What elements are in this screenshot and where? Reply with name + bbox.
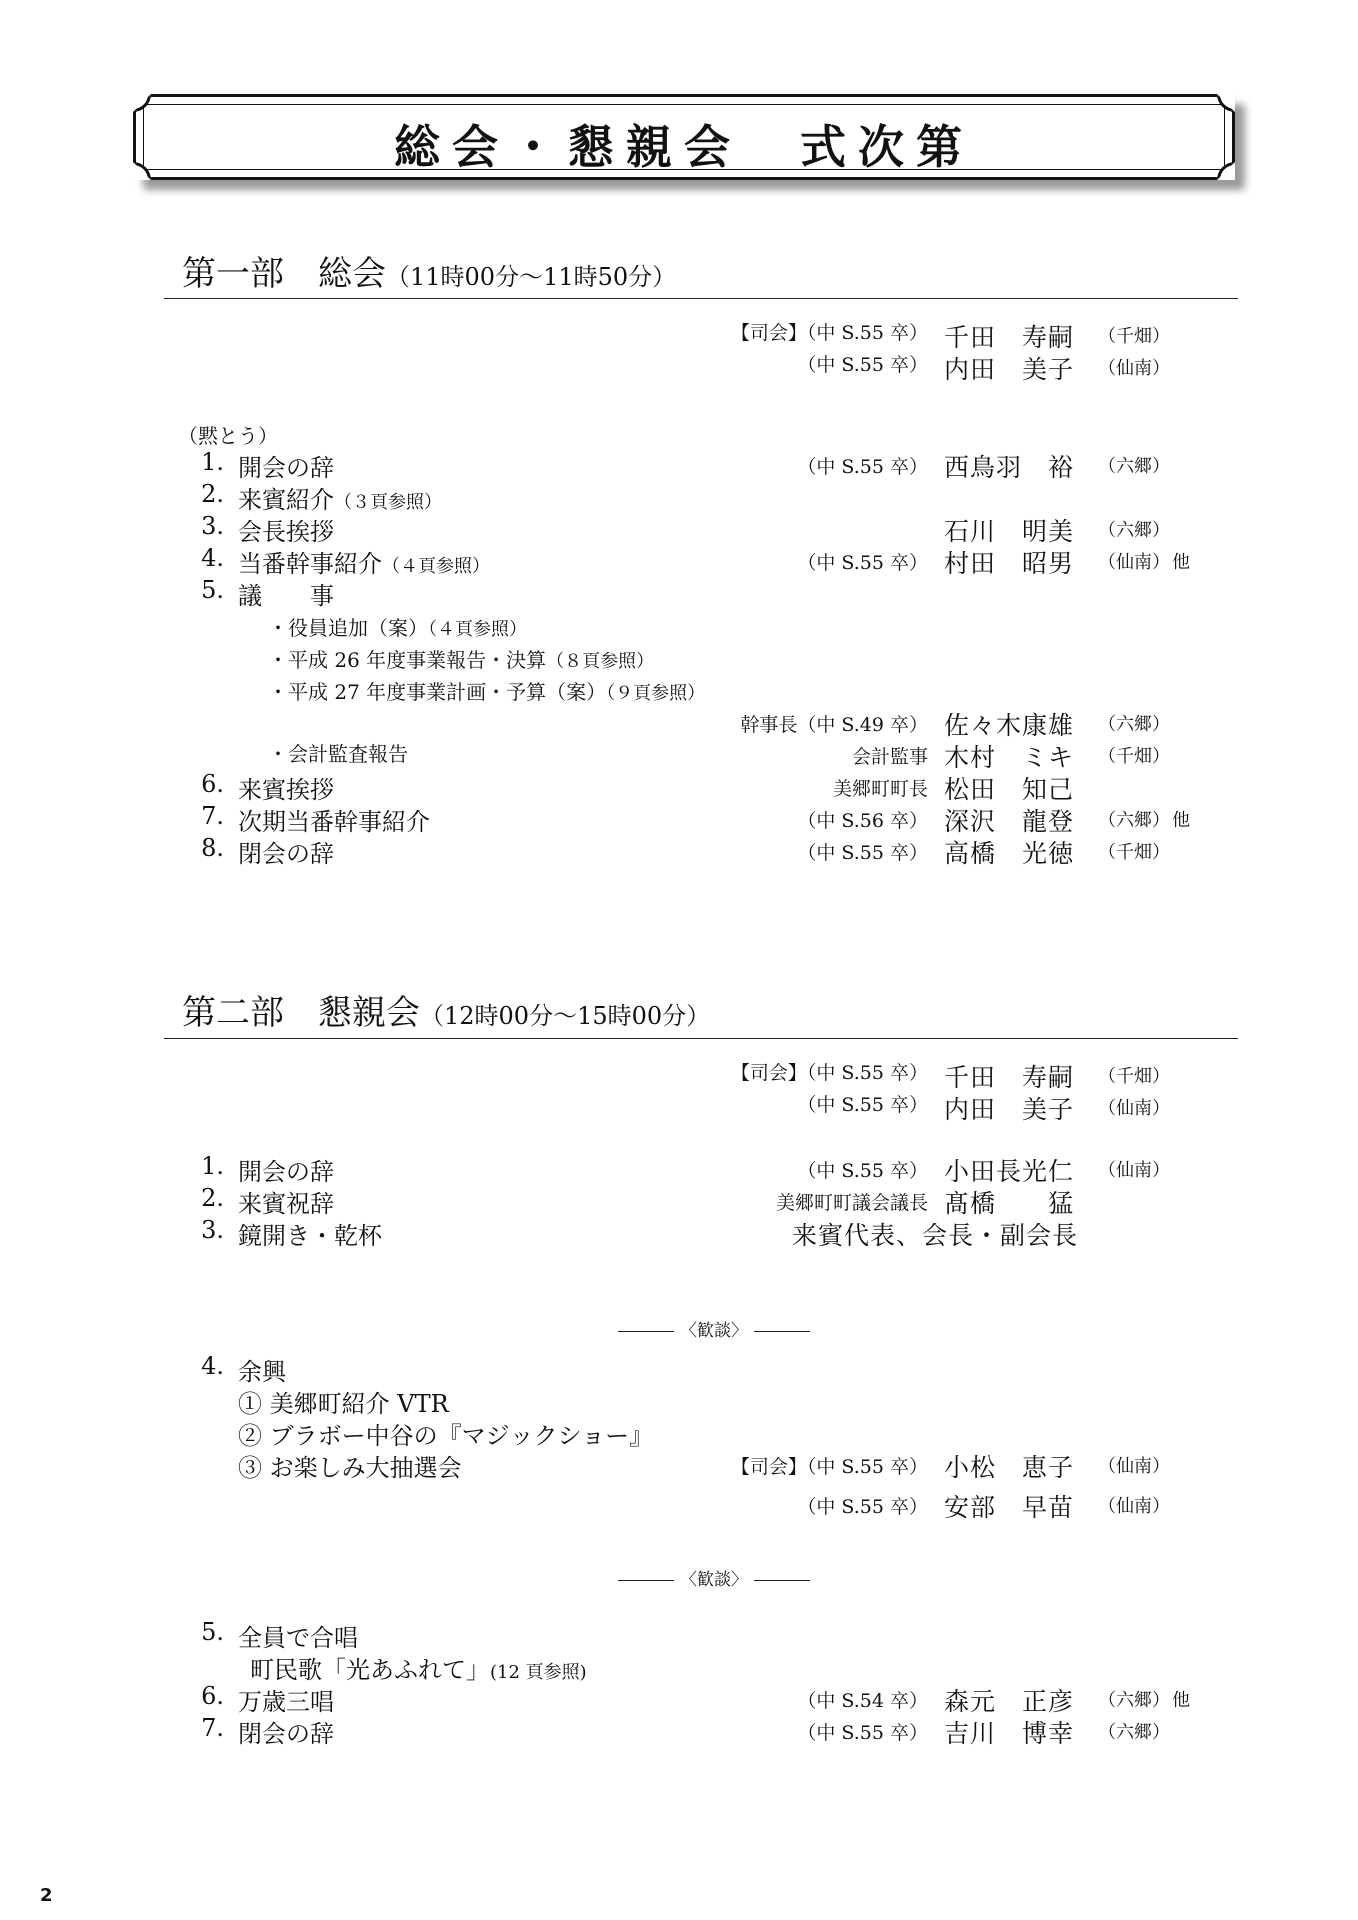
part1-time: （11時00分〜11時50分） bbox=[386, 263, 677, 291]
sub-item bbox=[0, 1384, 1358, 1416]
item-ref: （３頁参照） bbox=[334, 492, 442, 513]
item-number: 5. bbox=[201, 1618, 224, 1646]
audit-name: 木村 ミキ bbox=[944, 743, 1075, 772]
agenda-item bbox=[0, 644, 1358, 676]
song-title-text: 町民歌「光あふれて」 bbox=[250, 1656, 490, 1684]
item-number: 7. bbox=[201, 1714, 224, 1742]
list-item bbox=[0, 1152, 1358, 1184]
title-box bbox=[133, 94, 1235, 180]
list-item bbox=[0, 480, 1358, 512]
dash bbox=[618, 1580, 674, 1581]
mc-area: （千畑） bbox=[1098, 1066, 1170, 1087]
item-label: 鏡開き・乾杯 bbox=[238, 1222, 382, 1250]
item-area: （六郷） bbox=[1098, 1722, 1170, 1743]
item-number: 2. bbox=[201, 480, 224, 508]
list-item bbox=[0, 1714, 1358, 1746]
mc-row bbox=[0, 350, 1358, 382]
item-number: 6. bbox=[201, 770, 224, 798]
item-area: （仙南） bbox=[1098, 552, 1170, 573]
item-label: 来賓挨拶 bbox=[238, 776, 334, 804]
kandan-label: 〈歓談〉 bbox=[680, 1570, 748, 1590]
item-label: 来賓祝辞 bbox=[238, 1190, 334, 1218]
agenda-item bbox=[0, 612, 1358, 644]
item-person: 小田長光仁 bbox=[944, 1157, 1075, 1186]
item-label: 閉会の辞 bbox=[238, 840, 334, 868]
item-person: 髙橋 猛 bbox=[944, 1189, 1075, 1218]
sub-item bbox=[0, 1448, 1358, 1480]
part1-heading-text: 第一部 総会 bbox=[182, 254, 386, 294]
kanjicho-role: 幹事長（中 S.49 卒） bbox=[740, 714, 928, 736]
mc-area: （仙南） bbox=[1098, 1496, 1170, 1517]
item-label: 議 事 bbox=[238, 582, 334, 610]
item-number: 3. bbox=[201, 1216, 224, 1244]
item-role: 美郷町町議会議長 bbox=[775, 1192, 928, 1214]
mc-area: （仙南） bbox=[1098, 1456, 1170, 1477]
mc-area: （仙南） bbox=[1098, 358, 1170, 379]
item-role: （中 S.54 卒） bbox=[797, 1690, 928, 1712]
mc-area: （仙南） bbox=[1098, 1098, 1170, 1119]
item-person: 石川 明美 bbox=[944, 517, 1075, 546]
song-title bbox=[250, 1650, 587, 1685]
agenda-ref: （４頁参照） bbox=[428, 619, 527, 640]
item-number: 8. bbox=[201, 834, 224, 862]
item-extra: 他 bbox=[1172, 1690, 1190, 1711]
item-role: （中 S.55 卒） bbox=[797, 842, 928, 864]
item-person: 松田 知己 bbox=[944, 775, 1075, 804]
item-number: 3. bbox=[201, 512, 224, 540]
item-label: 全員で合唱 bbox=[238, 1624, 358, 1652]
item-area: （六郷） bbox=[1098, 520, 1170, 541]
sub-item bbox=[0, 1416, 1358, 1448]
item-number: 1. bbox=[201, 1152, 224, 1180]
item-area: （六郷） bbox=[1098, 810, 1170, 831]
agenda-ref: （９頁参照） bbox=[606, 683, 706, 704]
item-number: 1. bbox=[201, 448, 224, 476]
list-item bbox=[0, 770, 1358, 802]
item-area: （六郷） bbox=[1098, 1690, 1170, 1711]
mc-area: （千畑） bbox=[1098, 326, 1170, 347]
mc-name: 千田 寿嗣 bbox=[944, 323, 1075, 352]
item-person: 西鳥羽 裕 bbox=[944, 453, 1075, 482]
kanjicho-area: （六郷） bbox=[1098, 714, 1170, 735]
item-label-text: 来賓紹介 bbox=[238, 486, 334, 514]
agenda-label bbox=[268, 612, 527, 641]
mc-role: 【司会】（中 S.55 卒） bbox=[730, 1062, 928, 1084]
kandan-separator bbox=[0, 1565, 1358, 1597]
mc-role: （中 S.55 卒） bbox=[797, 1094, 928, 1116]
item-label: 次期当番幹事紹介 bbox=[238, 808, 430, 836]
item-number: 2. bbox=[201, 1184, 224, 1212]
item-person: 深沢 龍登 bbox=[944, 807, 1075, 836]
item-label: 開会の辞 bbox=[238, 1158, 334, 1186]
agenda-label bbox=[268, 644, 654, 673]
agenda-label-text: ・平成 26 年度事業報告・決算 bbox=[268, 648, 547, 672]
audit-row bbox=[0, 738, 1358, 770]
list-item bbox=[0, 544, 1358, 576]
list-item bbox=[0, 834, 1358, 866]
item-number: 4. bbox=[201, 1352, 224, 1380]
sub-item-label: ② ブラボー中谷の『マジックショー』 bbox=[238, 1422, 654, 1450]
part2-rule bbox=[164, 1038, 1238, 1039]
kandan-separator-inner bbox=[612, 1565, 816, 1590]
item-ref: （４頁参照） bbox=[382, 556, 490, 577]
item-number: 6. bbox=[201, 1682, 224, 1710]
song-row bbox=[0, 1650, 1358, 1682]
sub-item-label: ① 美郷町紹介 VTR bbox=[238, 1390, 449, 1418]
item-number: 5. bbox=[201, 576, 224, 604]
mc-name: 内田 美子 bbox=[944, 1095, 1075, 1124]
list-item bbox=[0, 448, 1358, 480]
item-label: 閉会の辞 bbox=[238, 1720, 334, 1748]
item-extra: 他 bbox=[1172, 810, 1190, 831]
part2-heading-text: 第二部 懇親会 bbox=[182, 993, 420, 1033]
agenda-label bbox=[268, 676, 705, 705]
mc-row bbox=[0, 1058, 1358, 1090]
part2-heading bbox=[182, 985, 710, 1034]
sub-item-label: ③ お楽しみ大抽選会 bbox=[238, 1454, 462, 1482]
item-person: 村田 昭男 bbox=[944, 549, 1075, 578]
audit-label: ・会計監査報告 bbox=[268, 742, 408, 766]
agenda-label-text: ・平成 27 年度事業計画・予算（案） bbox=[268, 680, 607, 704]
page-number: 2 bbox=[40, 1885, 53, 1906]
item-person: 高橋 光徳 bbox=[944, 839, 1075, 868]
kandan-separator bbox=[0, 1316, 1358, 1348]
audit-area: （千畑） bbox=[1098, 746, 1170, 767]
corner-ornament bbox=[133, 94, 151, 112]
list-item bbox=[0, 802, 1358, 834]
kandan-label: 〈歓談〉 bbox=[680, 1321, 748, 1341]
item-role: （中 S.55 卒） bbox=[797, 552, 928, 574]
dash bbox=[618, 1331, 674, 1332]
mc-name: 内田 美子 bbox=[944, 355, 1075, 384]
item-label: 会長挨拶 bbox=[238, 518, 334, 546]
corner-ornament bbox=[1217, 94, 1235, 112]
item-label: 余興 bbox=[238, 1358, 286, 1386]
agenda-label-text: ・役員追加（案） bbox=[268, 616, 428, 640]
mc-role: 【司会】（中 S.55 卒） bbox=[730, 322, 928, 344]
list-item bbox=[0, 512, 1358, 544]
dash bbox=[754, 1331, 810, 1332]
song-ref: (12 頁参照) bbox=[490, 1662, 587, 1683]
mc-name: 千田 寿嗣 bbox=[944, 1063, 1075, 1092]
dash bbox=[754, 1580, 810, 1581]
item-person: 来賓代表、会長・副会長 bbox=[791, 1221, 1078, 1250]
item-area: （仙南） bbox=[1098, 1160, 1170, 1181]
mokuto-label: （黙とう） bbox=[178, 424, 278, 448]
item-role: （中 S.55 卒） bbox=[797, 1722, 928, 1744]
agenda-ref: （８頁参照） bbox=[546, 651, 655, 672]
part1-heading bbox=[182, 246, 676, 295]
list-item bbox=[0, 1216, 1358, 1248]
list-item bbox=[0, 1682, 1358, 1714]
item-label bbox=[238, 480, 442, 515]
item-label: 開会の辞 bbox=[238, 454, 334, 482]
item-role: （中 S.55 卒） bbox=[797, 456, 928, 478]
item-extra: 他 bbox=[1172, 552, 1190, 573]
item-role: 美郷町町長 bbox=[832, 778, 928, 800]
mc-name: 小松 恵子 bbox=[944, 1453, 1075, 1482]
mc-role: （中 S.55 卒） bbox=[797, 1496, 928, 1518]
item-label bbox=[238, 544, 490, 579]
item-area: （千畑） bbox=[1098, 842, 1170, 863]
kanjicho-name: 佐々木康雄 bbox=[944, 711, 1075, 740]
item-person: 吉川 博幸 bbox=[944, 1719, 1075, 1748]
part1-rule bbox=[164, 298, 1238, 299]
list-item bbox=[0, 1184, 1358, 1216]
item-label: 万歳三唱 bbox=[238, 1688, 334, 1716]
item-number: 7. bbox=[201, 802, 224, 830]
kanjicho-row bbox=[0, 706, 1358, 738]
list-item bbox=[0, 1618, 1358, 1650]
kandan-separator-inner bbox=[612, 1316, 816, 1341]
mc-role: （中 S.55 卒） bbox=[797, 354, 928, 376]
item-person: 森元 正彦 bbox=[944, 1687, 1075, 1716]
mc-row bbox=[0, 318, 1358, 350]
list-item bbox=[0, 1352, 1358, 1384]
mc-row bbox=[0, 1488, 1358, 1520]
page-title: 総会・懇親会 式次第 bbox=[394, 120, 974, 174]
mc-row bbox=[0, 1090, 1358, 1122]
mc-name: 安部 早苗 bbox=[944, 1493, 1075, 1522]
item-area: （六郷） bbox=[1098, 456, 1170, 477]
item-role: （中 S.56 卒） bbox=[797, 810, 928, 832]
agenda-item bbox=[0, 676, 1358, 708]
item-label-text: 当番幹事紹介 bbox=[238, 550, 382, 578]
item-role: （中 S.55 卒） bbox=[797, 1160, 928, 1182]
item-number: 4. bbox=[201, 544, 224, 572]
list-item bbox=[0, 576, 1358, 608]
audit-role: 会計監事 bbox=[851, 746, 928, 768]
mc-role: 【司会】（中 S.55 卒） bbox=[730, 1456, 928, 1478]
part2-time: （12時00分〜15時00分） bbox=[420, 1002, 711, 1030]
title-frame bbox=[133, 94, 1235, 180]
